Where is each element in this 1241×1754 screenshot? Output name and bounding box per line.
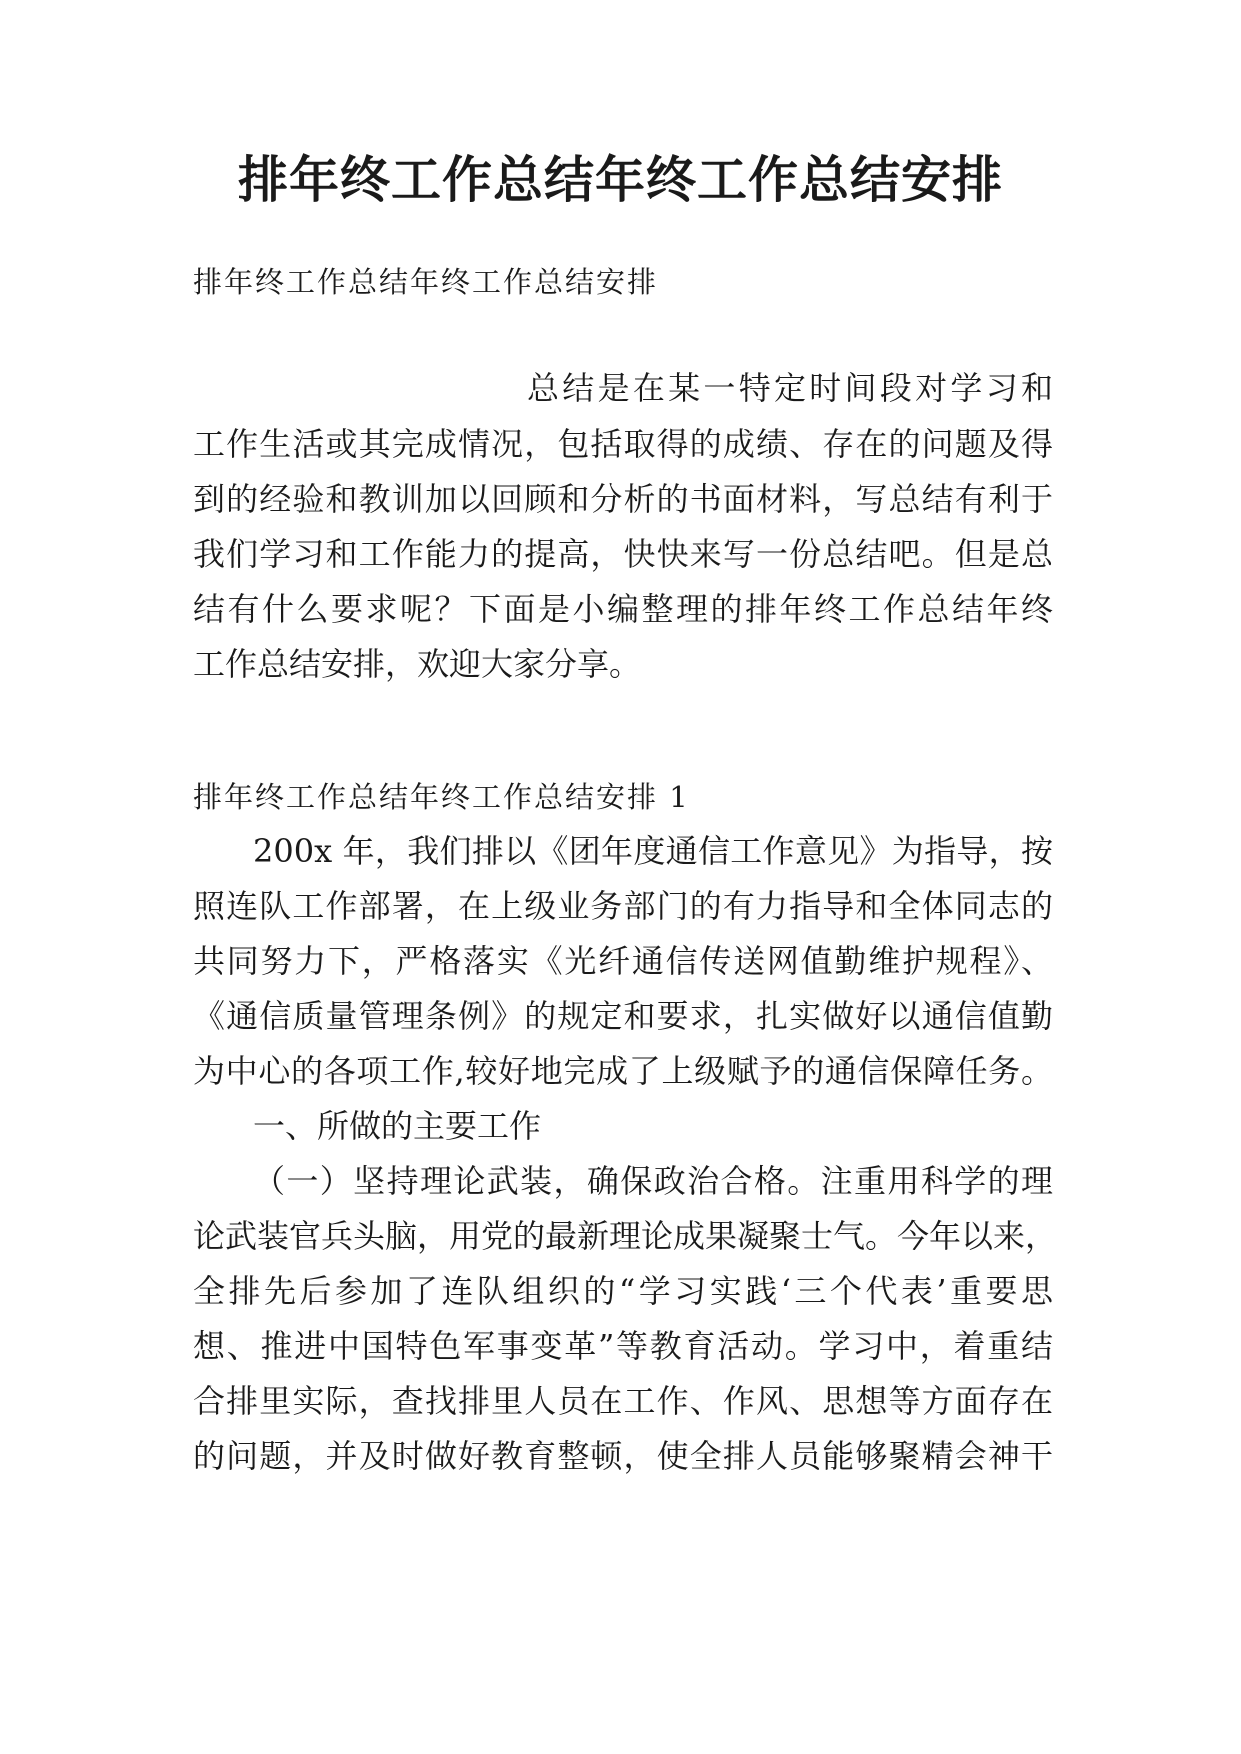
intro-line: 结有什么要求呢？下面是小编整理的排年终工作总结年终 [193,590,1053,628]
intro-line: 工作生活或其完成情况，包括取得的成绩、存在的问题及得 [193,425,1053,463]
paragraph-line: 合排里实际，查找排里人员在工作、作风、思想等方面存在 [193,1382,1053,1420]
paragraph-line: 《通信质量管理条例》的规定和要求，扎实做好以通信值勤 [193,997,1053,1035]
paragraph-line: 的问题，并及时做好教育整顿，使全排人员能够聚精会神干 [193,1437,1053,1475]
intro-line: 工作总结安排，欢迎大家分享。 [193,645,642,683]
paragraph-line: 200x 年，我们排以《团年度通信工作意见》为指导，按 [253,832,1053,870]
section-heading: 排年终工作总结年终工作总结安排 1 [193,780,690,814]
document-subtitle: 排年终工作总结年终工作总结安排 [193,265,659,299]
paragraph-line: 照连队工作部署，在上级业务部门的有力指导和全体同志的 [193,887,1053,925]
intro-line: 我们学习和工作能力的提高，快快来写一份总结吧。但是总 [193,535,1053,573]
paragraph-line: 为中心的各项工作,较好地完成了上级赋予的通信保障任务。 [193,1052,1053,1090]
paragraph-line: 想、推进中国特色军事变革”等教育活动。学习中，着重结 [193,1327,1053,1365]
paragraph-line: 全排先后参加了连队组织的“学习实践‘三个代表’重要思 [193,1272,1053,1310]
intro-line: 到的经验和教训加以回顾和分析的书面材料，写总结有利于 [193,480,1053,518]
document-title: 排年终工作总结年终工作总结安排 [238,151,1003,209]
paragraph-line: 共同努力下，严格落实《光纤通信传送网值勤维护规程》、 [193,942,1053,980]
paragraph-line: （一）坚持理论武装，确保政治合格。注重用科学的理 [253,1162,1053,1200]
heading-one: 一、所做的主要工作 [253,1107,542,1145]
paragraph-line: 论武装官兵头脑，用党的最新理论成果凝聚士气。今年以来， [193,1217,1058,1255]
intro-line: 总结是在某一特定时间段对学习和 [527,369,1053,407]
